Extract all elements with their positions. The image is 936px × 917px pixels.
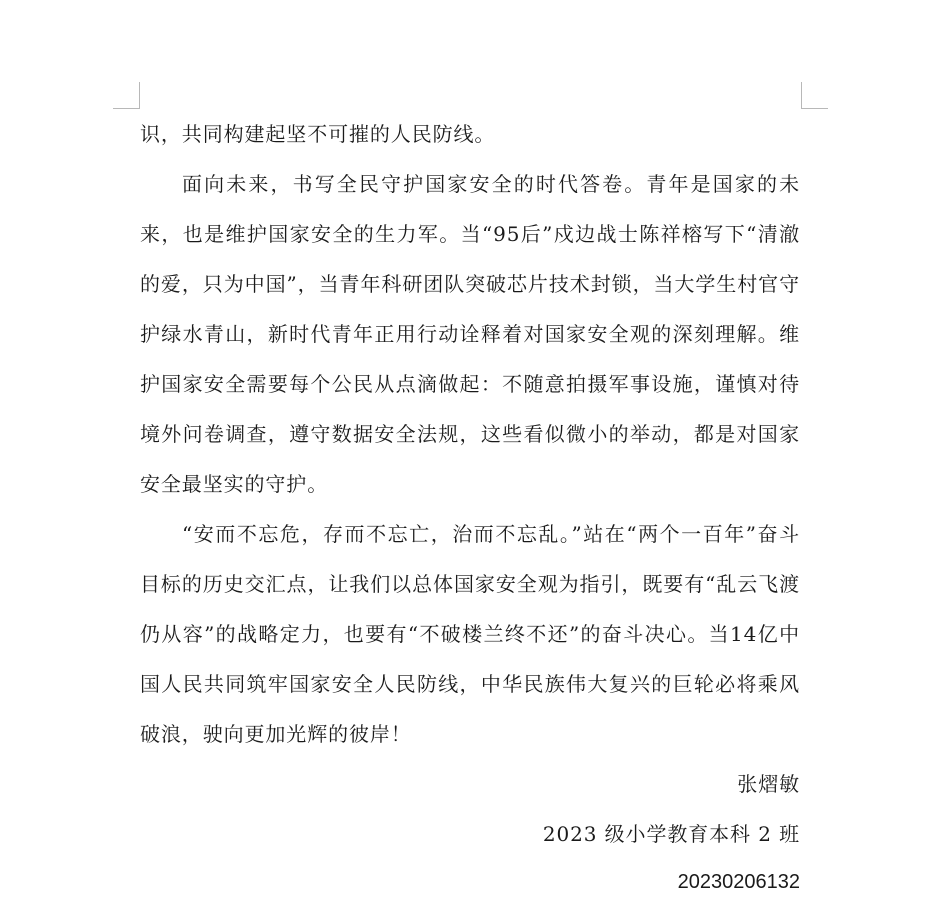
author-student-id: 20230206132 [677,871,800,893]
document-body[interactable] [140,109,800,759]
paragraph-future: 面向未来，书写全民守护国家安全的时代答卷。青年是国家的未来，也是维护国家安全的生力军。当“95后”戍边战士陈祥榕写下“清澈的爱，只为中国”，当青年科研团队突破芯片技术封锁，当大学生村官守护绿水青山，新时代青年正用行动诠释着对国家安全观的深刻理解。维护国家安全需要每个公民从点滴做起：不随意拍摄军事设施，谨慎对待境外问卷调查，遵守数据安全法规，这些看似微小的举动，都是对国家安全最坚实的守护。 [140,172,800,496]
top-right-margin-mark [801,82,828,109]
author-name: 张熠敏 [737,772,800,796]
author-class: 2023 级小学教育本科 2 班 [542,822,800,846]
top-left-margin-mark [113,82,140,109]
paragraph-continuation: 识，共同构建起坚不可摧的人民防线。 [140,122,496,146]
paragraph-conclusion: “安而不忘危，存而不忘亡，治而不忘乱。”站在“两个一百年”奋斗目标的历史交汇点，让我们以总体国家安全观为指引，既要有“乱云飞渡仍从容”的战略定力，也要有“不破楼兰终不还”的奋斗决心。当14亿中国人民共同筑牢国家安全人民防线，中华民族伟大复兴的巨轮必将乘风破浪，驶向更加光辉的彼岸！ [140,522,800,746]
